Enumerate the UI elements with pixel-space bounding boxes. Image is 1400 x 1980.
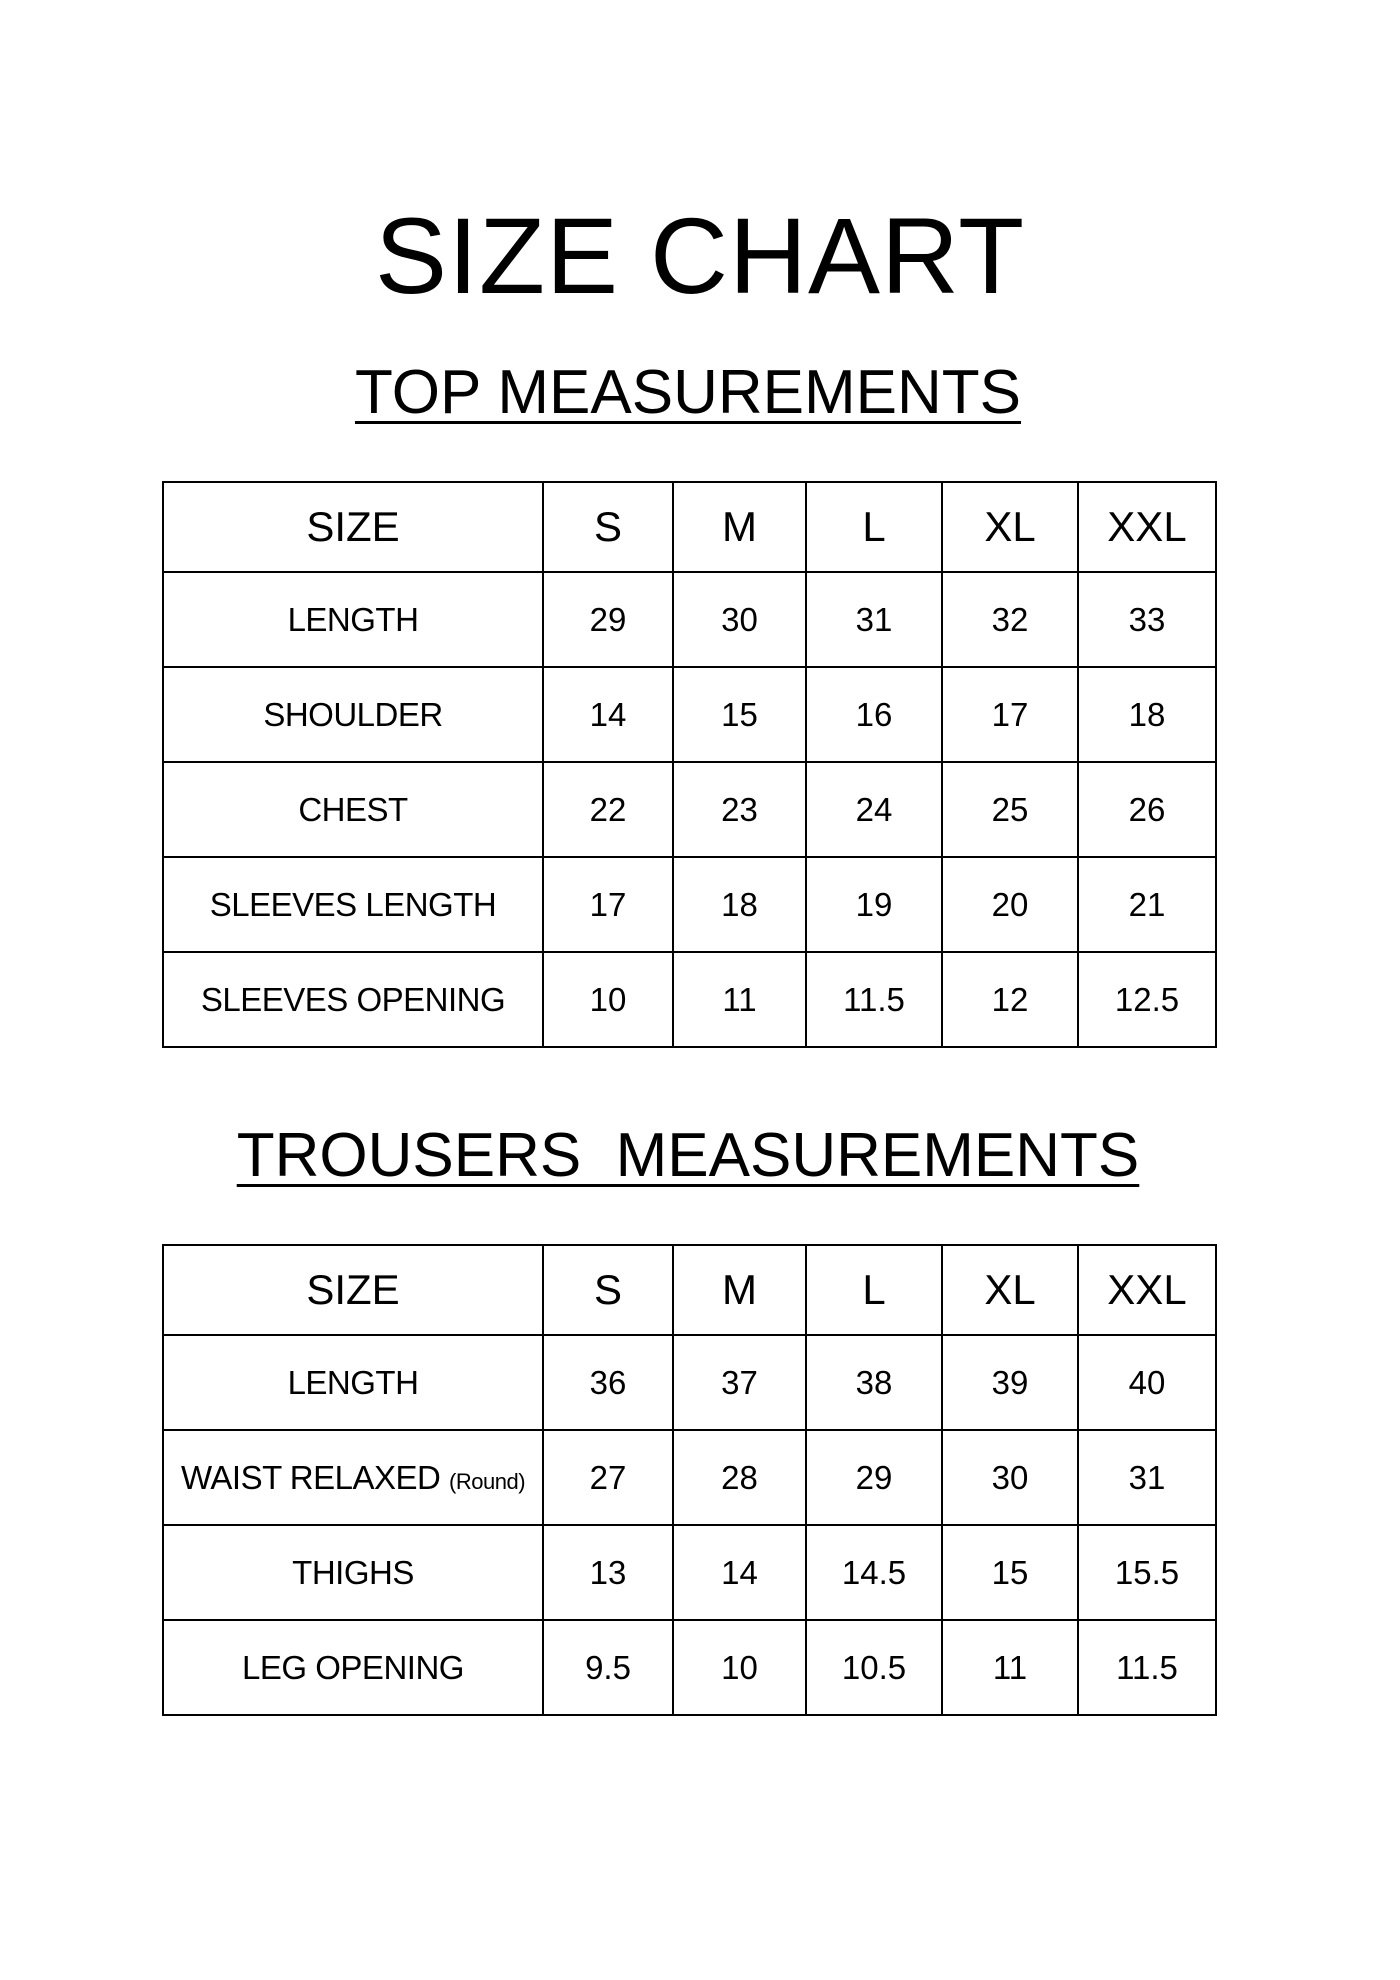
table-cell: 20 xyxy=(942,857,1078,952)
table-cell: 24 xyxy=(806,762,942,857)
row-label: LENGTH xyxy=(163,572,543,667)
row-label-text: LENGTH xyxy=(287,1363,419,1401)
page-title: SIZE CHART xyxy=(374,195,1026,316)
header-size-xl: XL xyxy=(942,1245,1078,1335)
table-cell: 11 xyxy=(942,1620,1078,1715)
table-cell: 38 xyxy=(806,1335,942,1430)
table-cell: 12 xyxy=(942,952,1078,1047)
header-size-xxl: XXL xyxy=(1078,1245,1216,1335)
header-size-xxl: XXL xyxy=(1078,482,1216,572)
table-cell: 14 xyxy=(673,1525,806,1620)
table-cell: 30 xyxy=(942,1430,1078,1525)
table-cell: 15 xyxy=(942,1525,1078,1620)
table-cell: 16 xyxy=(806,667,942,762)
table-cell: 17 xyxy=(543,857,673,952)
table-cell: 18 xyxy=(673,857,806,952)
table-cell: 18 xyxy=(1078,667,1216,762)
header-size-s: S xyxy=(543,482,673,572)
header-size-m: M xyxy=(673,1245,806,1335)
table-row xyxy=(163,952,1216,1047)
table-cell: 29 xyxy=(806,1430,942,1525)
table-header-row xyxy=(163,1245,1216,1335)
table-cell: 10 xyxy=(673,1620,806,1715)
row-label: SHOULDER xyxy=(163,667,543,762)
header-size-l: L xyxy=(806,482,942,572)
table-header-row xyxy=(163,482,1216,572)
row-label-note: (Round) xyxy=(449,1468,526,1494)
table-cell: 11.5 xyxy=(1078,1620,1216,1715)
table-cell: 36 xyxy=(543,1335,673,1430)
table-cell: 9.5 xyxy=(543,1620,673,1715)
trousers-measurements-table xyxy=(162,1244,1217,1716)
table-cell: 22 xyxy=(543,762,673,857)
header-size-label: SIZE xyxy=(163,482,543,572)
top-measurements-table xyxy=(162,481,1217,1048)
row-label: CHEST xyxy=(163,762,543,857)
trousers-measurements-heading xyxy=(0,1121,1376,1191)
table-cell: 27 xyxy=(543,1430,673,1525)
table-cell: 26 xyxy=(1078,762,1216,857)
row-label xyxy=(163,1335,543,1430)
trousers-measurements-heading-text: TROUSERS MEASUREMENTS xyxy=(236,1121,1140,1190)
row-label-text: THIGHS xyxy=(292,1553,414,1591)
header-size-s: S xyxy=(543,1245,673,1335)
top-measurements-heading-text: TOP MEASUREMENTS xyxy=(354,358,1022,427)
table-cell: 12.5 xyxy=(1078,952,1216,1047)
table-cell: 15.5 xyxy=(1078,1525,1216,1620)
table-cell: 31 xyxy=(806,572,942,667)
table-cell: 39 xyxy=(942,1335,1078,1430)
row-label: SLEEVES OPENING xyxy=(163,952,543,1047)
table-cell: 11 xyxy=(673,952,806,1047)
table-row xyxy=(163,1620,1216,1715)
row-label-text: WAIST RELAXED xyxy=(180,1458,441,1496)
row-label-text: LEG OPENING xyxy=(242,1648,464,1686)
table-cell: 15 xyxy=(673,667,806,762)
table-cell: 21 xyxy=(1078,857,1216,952)
row-label xyxy=(163,1525,543,1620)
header-size-label: SIZE xyxy=(163,1245,543,1335)
table-row xyxy=(163,1430,1216,1525)
row-label xyxy=(163,1430,543,1525)
table-cell: 23 xyxy=(673,762,806,857)
table-row xyxy=(163,857,1216,952)
table-row xyxy=(163,572,1216,667)
table-cell: 10.5 xyxy=(806,1620,942,1715)
table-cell: 25 xyxy=(942,762,1078,857)
table-cell: 40 xyxy=(1078,1335,1216,1430)
table-cell: 10 xyxy=(543,952,673,1047)
row-label: SLEEVES LENGTH xyxy=(163,857,543,952)
table-cell: 30 xyxy=(673,572,806,667)
table-row xyxy=(163,1525,1216,1620)
header-size-xl: XL xyxy=(942,482,1078,572)
table-cell: 19 xyxy=(806,857,942,952)
table-cell: 31 xyxy=(1078,1430,1216,1525)
header-size-m: M xyxy=(673,482,806,572)
header-size-l: L xyxy=(806,1245,942,1335)
table-cell: 37 xyxy=(673,1335,806,1430)
table-cell: 29 xyxy=(543,572,673,667)
table-cell: 14 xyxy=(543,667,673,762)
top-measurements-heading xyxy=(0,358,1376,428)
table-cell: 17 xyxy=(942,667,1078,762)
table-row xyxy=(163,667,1216,762)
table-cell: 13 xyxy=(543,1525,673,1620)
table-cell: 28 xyxy=(673,1430,806,1525)
row-label xyxy=(163,1620,543,1715)
table-cell: 14.5 xyxy=(806,1525,942,1620)
table-row xyxy=(163,1335,1216,1430)
table-cell: 11.5 xyxy=(806,952,942,1047)
table-cell: 33 xyxy=(1078,572,1216,667)
table-cell: 32 xyxy=(942,572,1078,667)
table-row xyxy=(163,762,1216,857)
